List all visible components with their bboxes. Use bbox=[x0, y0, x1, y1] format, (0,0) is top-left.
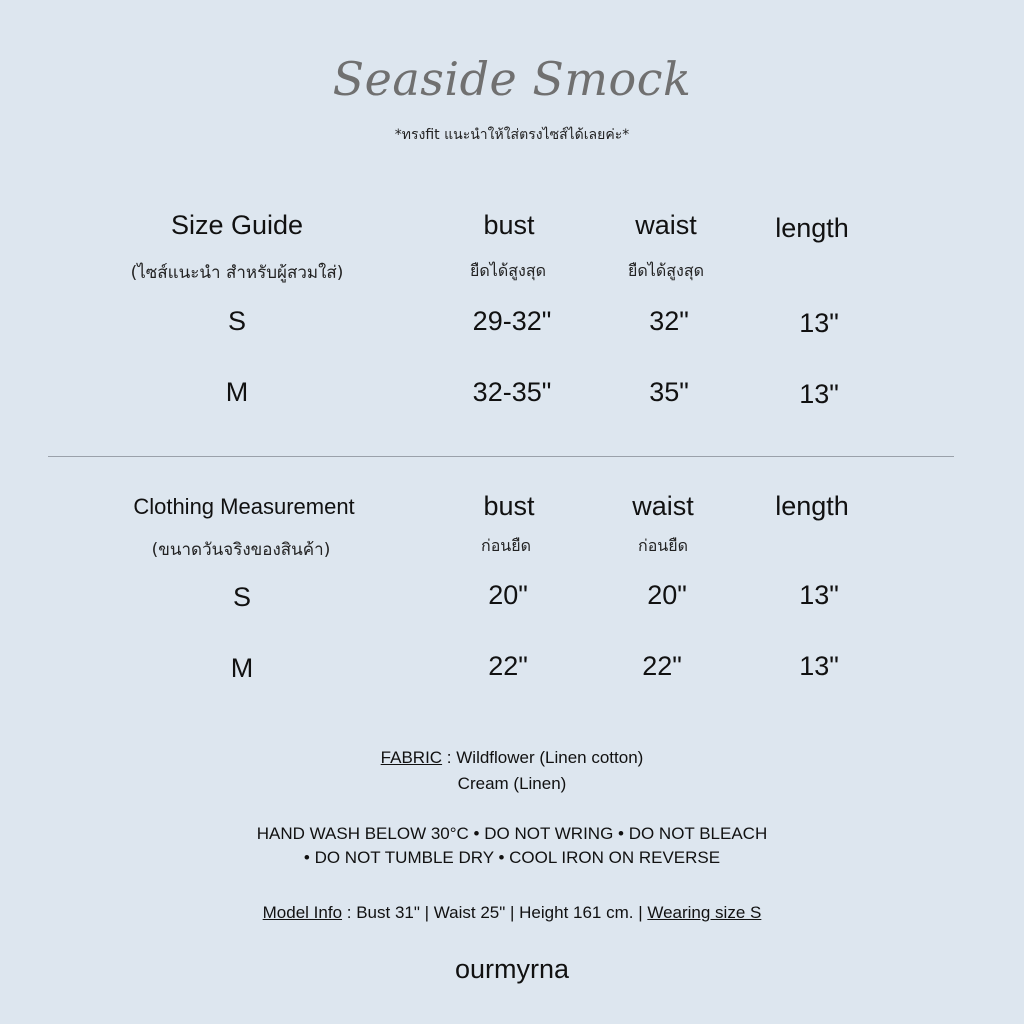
model-wearing-size: Wearing size S bbox=[647, 903, 762, 922]
model-info-label: Model Info bbox=[262, 903, 343, 922]
length-cell: 13" bbox=[799, 308, 839, 338]
waist-cell: 22" bbox=[642, 651, 682, 681]
measurement-note-bust: ก่อนยืด bbox=[481, 536, 531, 555]
measurement-note-waist: ก่อนยืด bbox=[638, 536, 688, 555]
brand-name: ourmyrna bbox=[454, 954, 570, 984]
fabric-label: FABRIC bbox=[380, 748, 443, 767]
model-info-details: : Bust 31" | Waist 25" | Height 161 cm. | bbox=[342, 903, 648, 922]
measurement-col-bust: bust bbox=[483, 491, 535, 521]
size-guide-col-length: length bbox=[775, 213, 849, 243]
size-guide-col-waist: waist bbox=[635, 210, 697, 240]
size-guide-heading-note: (ไซส์แนะนำ สำหรับผู้สวมใส่) bbox=[130, 263, 344, 283]
section-divider bbox=[48, 456, 954, 457]
fabric-value: : Wildflower (Linen cotton) bbox=[442, 748, 644, 767]
measurement-heading-note: (ขนาดวันจริงของสินค้า) bbox=[151, 540, 331, 560]
size-cell: M bbox=[225, 377, 249, 407]
size-guide-col-bust: bust bbox=[483, 210, 535, 240]
fabric-line-2: Cream (Linen) bbox=[457, 774, 567, 793]
length-cell: 13" bbox=[799, 651, 839, 681]
size-guide-note-waist: ยืดได้สูงสุด bbox=[628, 261, 704, 280]
page-title: Seaside Smock bbox=[332, 52, 692, 106]
care-line-2: • DO NOT TUMBLE DRY • COOL IRON ON REVERSE bbox=[303, 848, 721, 867]
size-cell: M bbox=[230, 653, 254, 683]
size-guide-note-bust: ยืดได้สูงสุด bbox=[470, 261, 546, 280]
measurement-col-length: length bbox=[775, 491, 849, 521]
model-info bbox=[0, 903, 1024, 923]
bust-cell: 29-32" bbox=[472, 306, 552, 336]
care-line-1: HAND WASH BELOW 30°C • DO NOT WRING • DO NOT BLEACH bbox=[256, 824, 768, 843]
fabric-line-1 bbox=[0, 748, 1024, 768]
measurement-col-waist: waist bbox=[632, 491, 694, 521]
waist-cell: 20" bbox=[647, 580, 687, 610]
measurement-heading: Clothing Measurement bbox=[133, 494, 355, 519]
size-guide-heading: Size Guide bbox=[170, 210, 304, 240]
size-cell: S bbox=[232, 582, 251, 612]
fit-note: *ทรงfit แนะนำให้ใส่ตรงไซส์ได้เลยค่ะ* bbox=[394, 127, 630, 143]
bust-cell: 32-35" bbox=[472, 377, 552, 407]
length-cell: 13" bbox=[799, 379, 839, 409]
length-cell: 13" bbox=[799, 580, 839, 610]
bust-cell: 22" bbox=[488, 651, 528, 681]
size-cell: S bbox=[227, 306, 246, 336]
waist-cell: 35" bbox=[649, 377, 689, 407]
bust-cell: 20" bbox=[488, 580, 528, 610]
waist-cell: 32" bbox=[649, 306, 689, 336]
